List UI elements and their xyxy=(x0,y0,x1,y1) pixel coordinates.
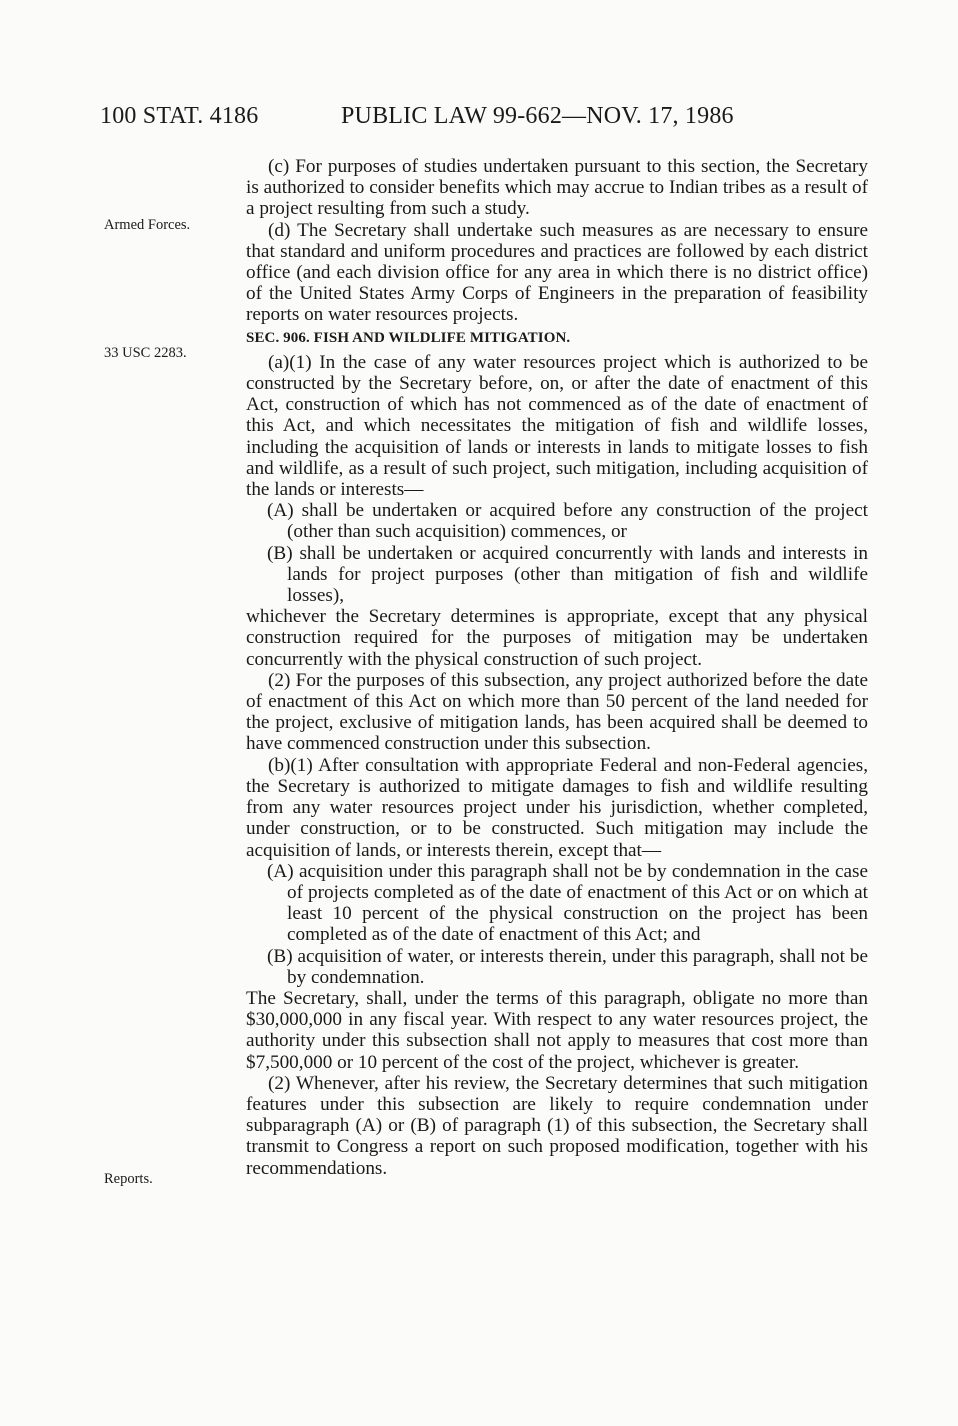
section-heading: SEC. 906. FISH AND WILDLIFE MITIGATION. xyxy=(246,329,571,346)
page-header xyxy=(100,103,860,133)
margin-note-armed-forces: Armed Forces. xyxy=(104,217,191,233)
paragraph-a1: (a)(1) In the case of any water resources project which is authorized to be constructed by the Secretary before, on, or after the date of enactment of this Act, construction of which has not commenced as of the date of enactment of this Act, and which necessitates the mitigation of fish and wildlife losses, including the acquisition of lands or interests in lands to mitigate losses to fish and wildlife, as a result of such project, such mitigation, including acquisition of the lands or interests— xyxy=(246,351,868,501)
paragraph-a1-A: (A) shall be undertaken or acquired before any construction of the project (other than such acquisition) commences, or xyxy=(267,500,868,543)
margin-note-reports: Reports. xyxy=(104,1171,153,1187)
body-text xyxy=(246,156,868,1179)
margin-note-usc: 33 USC 2283. xyxy=(104,345,187,361)
paragraph-b1-B: (B) acquisition of water, or interests therein, under this paragraph, shall not be by condemnation. xyxy=(267,945,868,988)
paragraph-d: (d) The Secretary shall undertake such measures as are necessary to ensure that standard and uniform procedures and practices are followed by each district office (and each division office for any area in which there is no district office) of the United States Army Corps of Engineers in the preparation of feasibility reports on water resources projects. xyxy=(246,219,868,326)
paragraph-a1-B: (B) shall be undertaken or acquired concurrently with lands and interests in lands for project purposes (other than mitigation of fish and wildlife losses), xyxy=(267,542,868,607)
paragraph-b1: (b)(1) After consultation with appropriate Federal and non-Federal agencies, the Secretary is authorized to mitigate damages to fish and wildlife resulting from any water resources project under his jurisdiction, whether completed, under construction, or to be constructed. Such mitigation may include the acquisition of lands, or interests therein, except that— xyxy=(246,754,868,861)
paragraph-b2: (2) Whenever, after his review, the Secretary determines that such mitigation features under this subsection are likely to require condemnation under subparagraph (A) or (B) of paragraph (1) of this subsection, the Secretary shall transmit to Congress a report on such proposed modification, together with his recommendations. xyxy=(246,1072,868,1179)
paragraph-c: (c) For purposes of studies undertaken pursuant to this section, the Secretary is authorized to consider benefits which may accrue to Indian tribes as a result of a project resulting from such a study. xyxy=(246,156,868,220)
paragraph-a2: (2) For the purposes of this subsection, any project authorized before the date of enactment of this Act on which more than 50 percent of the land needed for the project, exclusive of mitigation lands, has been acquired shall be deemed to have commenced construction under this subsection. xyxy=(246,669,868,755)
public-law-title: PUBLIC LAW 99-662—NOV. 17, 1986 xyxy=(341,103,734,129)
paragraph-a1-tail: whichever the Secretary determines is appropriate, except that any physical construction required for the purposes of mitigation may be undertaken concurrently with the physical construction of such project. xyxy=(246,606,868,670)
statute-page-number: 100 STAT. 4186 xyxy=(100,103,259,129)
paragraph-b1-A: (A) acquisition under this paragraph shall not be by condemnation in the case of projects completed as of the date of enactment of this Act or on which at least 10 percent of the physical construction on the project has been completed as of the date of enactment of this Act; and xyxy=(267,860,868,946)
paragraph-b1-tail: The Secretary, shall, under the terms of this paragraph, obligate no more than $30,000,000 in any fiscal year. With respect to any water resources project, the authority under this subsection shall not apply to measures that cost more than $7,500,000 or 10 percent of the cost of the project, whichever is greater. xyxy=(246,987,868,1073)
